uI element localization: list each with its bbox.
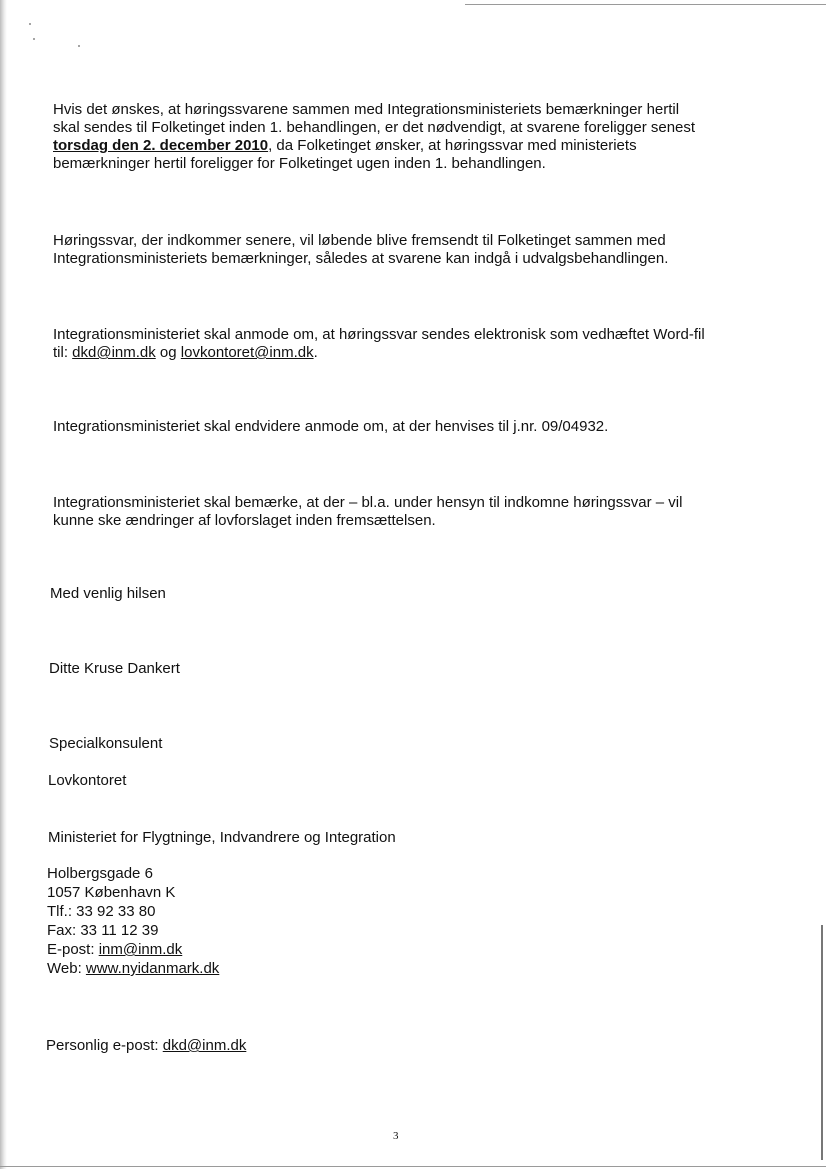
page-number: 3	[393, 1130, 399, 1142]
email-link-inm[interactable]: inm@inm.dk	[98, 941, 183, 958]
web-link[interactable]: www.nyidanmark.dk	[85, 960, 220, 977]
paragraph-deadline	[53, 101, 773, 173]
web-label: Web:	[47, 960, 86, 977]
signer-name: Ditte Kruse Dankert	[49, 660, 180, 677]
office-name: Lovkontoret	[48, 772, 127, 789]
text-line	[53, 137, 773, 155]
closing-greeting: Med venlig hilsen	[50, 585, 166, 602]
address-city: 1057 København K	[47, 884, 176, 901]
email-link-dkd[interactable]: dkd@inm.dk	[72, 344, 156, 361]
address-email-line	[47, 940, 219, 959]
address-phone: Tlf.: 33 92 33 80	[47, 903, 156, 920]
paragraph-changes-notice	[53, 494, 773, 530]
text-fragment: og	[155, 344, 181, 361]
text-line: Hvis det ønskes, at høringssvarene sammen med Integrationsministeriets bemærkninger hertil	[53, 101, 680, 118]
address-web-line	[47, 959, 219, 978]
paragraph-electronic-submission	[53, 326, 773, 362]
scan-speck	[33, 38, 35, 40]
personal-email-line	[46, 1037, 246, 1055]
text-fragment: .	[313, 344, 318, 361]
paragraph-late-responses	[53, 232, 773, 268]
personal-email-link[interactable]: dkd@inm.dk	[162, 1037, 247, 1054]
address-fax: Fax: 33 11 12 39	[47, 922, 159, 939]
text-line: Integrationsministeriet skal endvidere anmode om, at der henvises til j.nr. 09/04932.	[53, 418, 609, 435]
text-fragment: til:	[53, 344, 73, 361]
address-block	[47, 864, 219, 978]
text-line: kunne ske ændringer af lovforslaget inden fremsættelsen.	[53, 512, 436, 529]
paragraph-reference-number	[53, 418, 773, 436]
personal-email-label: Personlig e-post:	[46, 1037, 163, 1054]
text-line: bemærkninger hertil foreligger for Folketinget ugen inden 1. behandlingen.	[53, 155, 546, 172]
text-fragment: , da Folketinget ønsker, at høringssvar med ministeriets	[268, 137, 637, 154]
text-line: skal sendes til Folketinget inden 1. behandlingen, er det nødvendigt, at svarene foreligger senest	[53, 119, 696, 136]
scan-speck	[78, 45, 80, 47]
scan-edge-right	[821, 925, 823, 1160]
text-line: Høringssvar, der indkommer senere, vil løbende blive fremsendt til Folketinget sammen med	[53, 232, 666, 249]
scan-shadow-left	[0, 0, 7, 1169]
text-line	[53, 344, 773, 362]
scan-edge-top	[465, 4, 826, 5]
signer-title: Specialkonsulent	[49, 735, 163, 752]
text-line: Integrationsministeriet skal anmode om, at høringssvar sendes elektronisk som vedhæftet Word-fil	[53, 326, 705, 343]
text-line: Integrationsministeriets bemærkninger, således at svarene kan indgå i udvalgsbehandlingen.	[53, 250, 669, 267]
email-link-lovkontoret[interactable]: lovkontoret@inm.dk	[180, 344, 314, 361]
text-line: Integrationsministeriet skal bemærke, at der – bl.a. under hensyn til indkomne høringssvar – vil	[53, 494, 683, 511]
ministry-name: Ministeriet for Flygtninge, Indvandrere og Integration	[48, 829, 396, 846]
email-label: E-post:	[47, 941, 99, 958]
scan-speck	[29, 23, 31, 25]
scan-edge-bottom	[0, 1166, 826, 1167]
address-street: Holbergsgade 6	[47, 865, 153, 882]
deadline-date: torsdag den 2. december 2010	[53, 137, 269, 154]
